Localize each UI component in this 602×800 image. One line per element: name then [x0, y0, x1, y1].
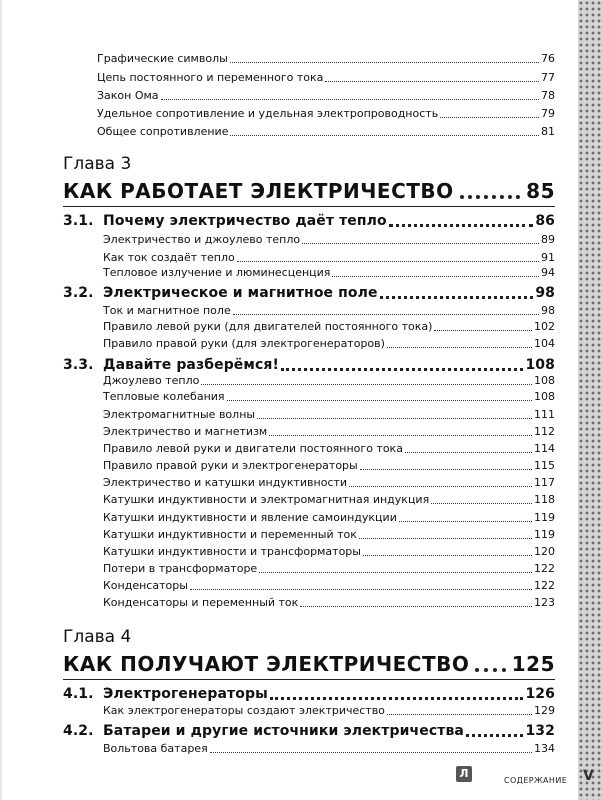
- entry-title: Общее сопротивление: [97, 125, 229, 138]
- section-heading[interactable]: [63, 356, 555, 374]
- dot-leader: [360, 469, 532, 470]
- entry-page: 123: [534, 596, 555, 609]
- toc-entry[interactable]: [103, 320, 555, 334]
- dot-leader: [230, 135, 539, 136]
- section-heading[interactable]: [63, 685, 555, 703]
- entry-page: 115: [534, 459, 555, 472]
- entry-title: Правило правой руки (для электрогенераторов): [103, 337, 385, 350]
- toc-entry[interactable]: [103, 408, 555, 422]
- toc-entry[interactable]: [97, 52, 555, 66]
- entry-page: 114: [534, 442, 555, 455]
- dot-leader: [349, 486, 532, 487]
- entry-page: 108: [534, 390, 555, 403]
- toc-entry[interactable]: [103, 596, 555, 610]
- entry-page: 76: [541, 52, 555, 65]
- section-number: 4.2.: [63, 723, 94, 739]
- dot-leader: [387, 714, 532, 715]
- entry-title: Правило правой руки и электрогенераторы: [103, 459, 358, 472]
- dot-leader: [332, 276, 539, 277]
- running-head: СОДЕРЖАНИЕ: [504, 776, 568, 785]
- entry-page: 79: [541, 107, 555, 120]
- section-title: Электрическое и магнитное поле: [103, 285, 378, 301]
- chapter-rule: [63, 679, 555, 680]
- toc-entry[interactable]: [103, 476, 555, 490]
- entry-title: Закон Ома: [97, 89, 159, 102]
- entry-title: Джоулево тепло: [103, 374, 200, 387]
- dot-leader: [259, 572, 532, 573]
- dot-leader: [387, 347, 532, 348]
- dot-leader: [325, 81, 539, 82]
- entry-title: Как электрогенераторы создают электричество: [103, 704, 385, 717]
- section-number: 3.3.: [63, 357, 94, 373]
- dot-leader: [302, 243, 539, 244]
- entry-page: 78: [541, 89, 555, 102]
- toc-entry[interactable]: [103, 374, 555, 388]
- entry-page: 89: [541, 233, 555, 246]
- section-page: 108: [525, 357, 555, 373]
- dot-leader: [466, 734, 524, 737]
- dot-leader: [434, 330, 532, 331]
- toc-entry[interactable]: [97, 125, 555, 139]
- toc-entry[interactable]: [103, 304, 555, 318]
- entry-page: 120: [534, 545, 555, 558]
- entry-title: Катушки индуктивности и трансформаторы: [103, 545, 361, 558]
- toc-entry[interactable]: [103, 704, 555, 718]
- section-page: 132: [525, 723, 555, 739]
- section-number: 3.1.: [63, 213, 94, 229]
- dot-leader: [257, 418, 532, 419]
- chapter-page: 85: [526, 179, 555, 203]
- entry-page: 119: [534, 511, 555, 524]
- toc-entry[interactable]: [97, 107, 555, 121]
- toc-entry[interactable]: [97, 89, 555, 103]
- entry-page: 102: [534, 320, 555, 333]
- entry-page: 104: [534, 337, 555, 350]
- section-heading[interactable]: [63, 212, 555, 230]
- dot-leader: [440, 117, 539, 118]
- entry-page: 111: [534, 408, 555, 421]
- entry-title: Катушки индуктивности и переменный ток: [103, 528, 357, 541]
- chapter-label: Глава 4: [63, 627, 132, 647]
- section-number: 3.2.: [63, 285, 94, 301]
- entry-page: 77: [541, 71, 555, 84]
- entry-title: Конденсаторы и переменный ток: [103, 596, 299, 609]
- entry-title: Конденсаторы: [103, 579, 188, 592]
- entry-page: 94: [541, 266, 555, 279]
- page-number-edge: V: [583, 768, 594, 784]
- dot-leader: [405, 452, 532, 453]
- section-number: 4.1.: [63, 686, 94, 702]
- dot-leader: [210, 752, 532, 753]
- toc-entry[interactable]: [103, 337, 555, 351]
- dot-leader: [380, 296, 534, 299]
- toc-entry[interactable]: [103, 251, 555, 265]
- entry-title: Тепловое излучение и люминесценция: [103, 266, 331, 279]
- dot-leader: [230, 62, 539, 63]
- toc-entry[interactable]: [103, 579, 555, 593]
- entry-page: 119: [534, 528, 555, 541]
- entry-title: Правило левой руки и двигатели постоянного тока: [103, 442, 403, 455]
- toc-entry[interactable]: [103, 425, 555, 439]
- entry-page: 129: [534, 704, 555, 717]
- entry-page: 108: [534, 374, 555, 387]
- entry-title: Катушки индуктивности и электромагнитная индукция: [103, 493, 430, 506]
- entry-title: Электричество и магнетизм: [103, 425, 268, 438]
- dot-leader: [399, 521, 532, 522]
- dot-leader: [363, 555, 532, 556]
- section-title: Батареи и другие источники электричества: [103, 723, 464, 739]
- entry-title: Как ток создаёт тепло: [103, 251, 235, 264]
- dot-leader: [389, 224, 534, 227]
- entry-page: 81: [541, 125, 555, 138]
- toc-entry[interactable]: [103, 545, 555, 559]
- chapter-rule: [63, 206, 555, 207]
- dot-leader: [190, 589, 532, 590]
- dot-leader: [460, 195, 521, 199]
- section-title: Почему электричество даёт тепло: [103, 213, 387, 229]
- entry-title: Катушки индуктивности и явление самоиндукции: [103, 511, 397, 524]
- entry-title: Тепловые колебания: [103, 390, 225, 403]
- toc-entry[interactable]: [103, 233, 555, 247]
- entry-title: Электричество и джоулево тепло: [103, 233, 301, 246]
- entry-title: Электромагнитные волны: [103, 408, 256, 421]
- toc-entry[interactable]: [103, 742, 555, 756]
- dot-leader: [281, 368, 524, 371]
- section-title: Давайте разберёмся!: [103, 357, 279, 373]
- entry-title: Электричество и катушки индуктивности: [103, 476, 348, 489]
- section-heading[interactable]: [63, 722, 555, 740]
- toc-entry[interactable]: [103, 442, 555, 456]
- chapter-title: КАК РАБОТАЕТ ЭЛЕКТРИЧЕСТВО: [63, 179, 454, 203]
- dot-leader: [201, 384, 532, 385]
- dot-leader: [161, 99, 539, 100]
- entry-title: Ток и магнитное поле: [103, 304, 231, 317]
- entry-page: 117: [534, 476, 555, 489]
- toc-entry[interactable]: [103, 528, 555, 542]
- dot-leader: [300, 606, 532, 607]
- entry-page: 134: [534, 742, 555, 755]
- section-page: 86: [535, 213, 555, 229]
- section-title: Электрогенераторы: [103, 686, 268, 702]
- toc-entry[interactable]: [103, 562, 555, 576]
- chapter-page: 125: [511, 652, 555, 676]
- entry-page: 118: [534, 493, 555, 506]
- dot-leader: [227, 400, 532, 401]
- toc-entry[interactable]: [103, 266, 555, 280]
- toc-entry[interactable]: [103, 493, 555, 507]
- entry-title: Вольтова батарея: [103, 742, 208, 755]
- dot-leader: [270, 697, 524, 700]
- toc-entry[interactable]: [103, 511, 555, 525]
- dot-leader: [233, 314, 539, 315]
- dot-leader: [237, 261, 539, 262]
- chapter-heading[interactable]: [63, 651, 555, 677]
- chapter-label: Глава 3: [63, 154, 132, 174]
- entry-page: 91: [541, 251, 555, 264]
- page-edge-pattern: [578, 0, 602, 800]
- entry-title: Цепь постоянного и переменного тока: [97, 71, 324, 84]
- dot-leader: [359, 538, 532, 539]
- entry-page: 122: [534, 579, 555, 592]
- chapter-title: КАК ПОЛУЧАЮТ ЭЛЕКТРИЧЕСТВО: [63, 652, 470, 676]
- toc-entry[interactable]: [103, 459, 555, 473]
- toc-entry[interactable]: [97, 71, 555, 85]
- section-heading[interactable]: [63, 284, 555, 302]
- chapter-heading[interactable]: [63, 178, 555, 204]
- section-page: 98: [535, 285, 555, 301]
- entry-title: Потери в трансформаторе: [103, 562, 258, 575]
- toc-entry[interactable]: [103, 390, 555, 404]
- entry-title: Графические символы: [97, 52, 228, 65]
- section-page: 126: [525, 686, 555, 702]
- entry-page: 112: [534, 425, 555, 438]
- dot-leader: [431, 503, 532, 504]
- dot-leader: [269, 435, 532, 436]
- entry-page: 122: [534, 562, 555, 575]
- watermark-logo: Л: [456, 766, 472, 782]
- entry-title: Правило левой руки (для двигателей постоянного тока): [103, 320, 433, 333]
- dot-leader: [475, 668, 505, 672]
- entry-page: 98: [541, 304, 555, 317]
- entry-title: Удельное сопротивление и удельная электропроводность: [97, 107, 439, 120]
